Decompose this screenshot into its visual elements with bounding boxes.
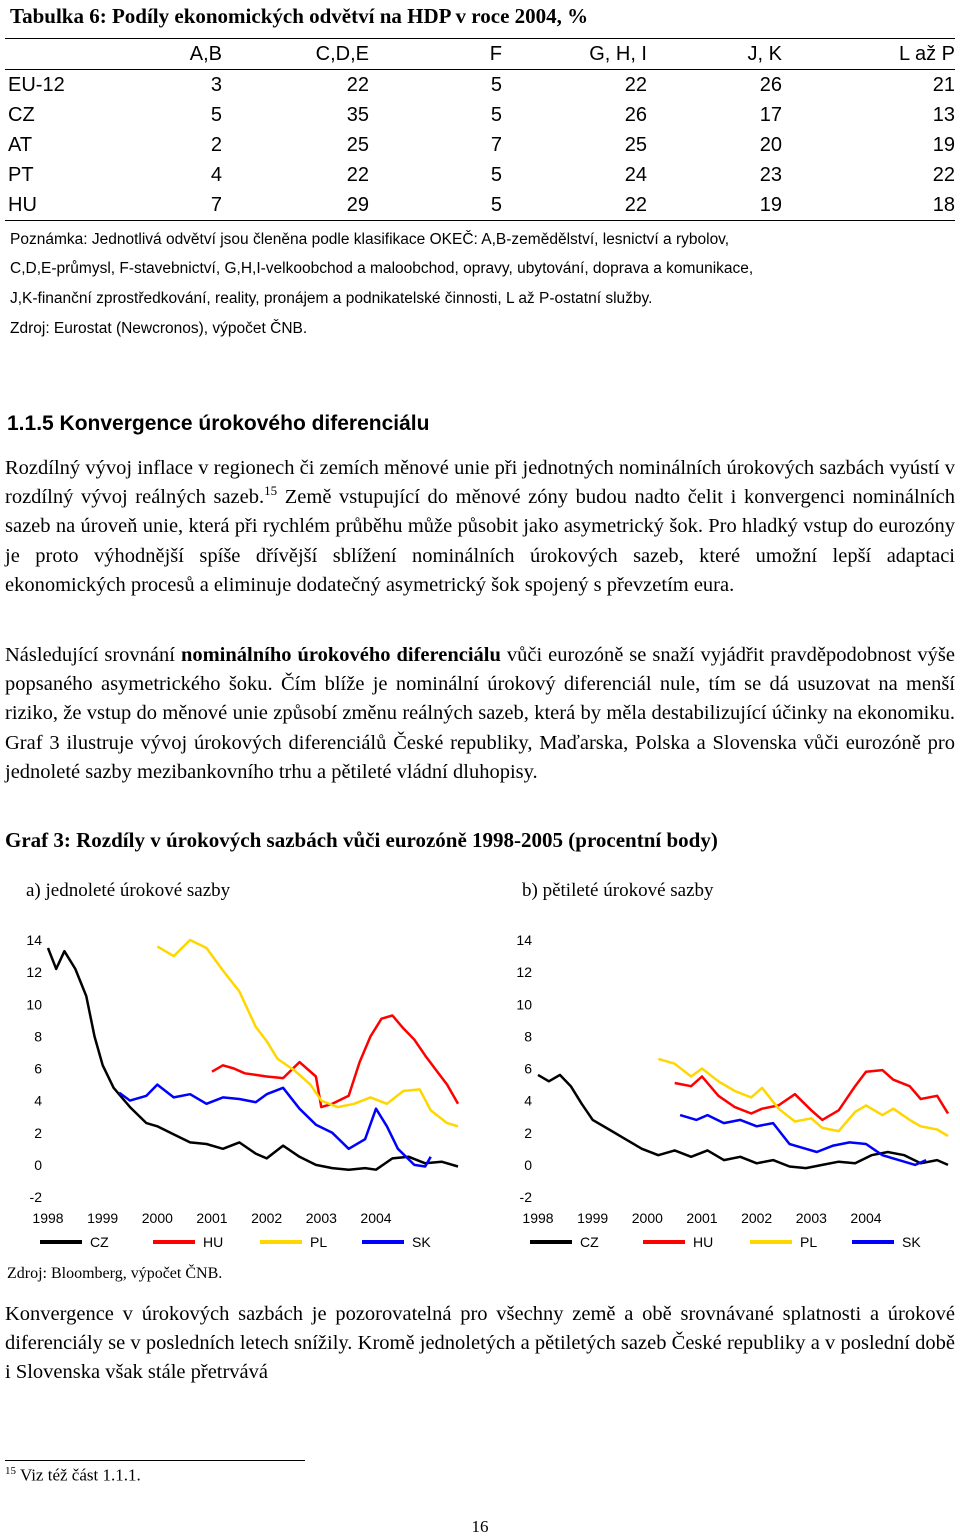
table-cell: 2 bbox=[210, 133, 222, 156]
y-tick-label: 10 bbox=[26, 996, 42, 1013]
gdp-sector-table bbox=[5, 38, 955, 221]
y-tick-label: -2 bbox=[519, 1189, 532, 1205]
series-line-cz bbox=[48, 948, 458, 1170]
y-tick-label: 6 bbox=[34, 1060, 42, 1077]
legend-label-pl: PL bbox=[800, 1234, 818, 1250]
table-cell: 19 bbox=[759, 193, 782, 216]
y-tick-label: 8 bbox=[524, 1028, 532, 1045]
paragraph-text: Následující srovnání bbox=[5, 644, 181, 666]
table-cell: 22 bbox=[624, 73, 647, 96]
table-cell: 4 bbox=[210, 163, 222, 186]
row-label: AT bbox=[8, 133, 33, 156]
paragraph-differential bbox=[5, 641, 955, 787]
y-tick-label: 12 bbox=[26, 964, 42, 981]
paragraph-inflation bbox=[5, 454, 955, 600]
x-tick-label: 2003 bbox=[305, 1210, 337, 1226]
y-tick-label: 10 bbox=[516, 996, 532, 1013]
footnote bbox=[5, 1465, 141, 1486]
chart-b-subtitle: b) pětileté úrokové sazby bbox=[522, 880, 714, 901]
paragraph-closing: Konvergence v úrokových sazbách je pozorovatelná pro všechny země a obě srovnávané splatnosti a úrokové diferenciály se v posledních letech snížily. Kromě jednoletých a pětiletých sazeb České republiky a v poslední době i Slovenska však stále přetrvává bbox=[5, 1303, 955, 1384]
x-tick-label: 2002 bbox=[251, 1210, 283, 1226]
x-tick-label: 2004 bbox=[360, 1210, 392, 1226]
y-tick-label: 4 bbox=[524, 1092, 532, 1109]
legend-label-hu: HU bbox=[203, 1234, 224, 1250]
table-cell: 5 bbox=[490, 73, 502, 96]
graph-title: Graf 3: Rozdíly v úrokových sazbách vůči eurozóně 1998-2005 (procentní body) bbox=[5, 828, 718, 852]
y-tick-label: 14 bbox=[516, 932, 532, 948]
footnote-divider bbox=[5, 1460, 305, 1461]
table-row bbox=[5, 100, 955, 130]
legend-label-hu: HU bbox=[693, 1234, 714, 1250]
table-row bbox=[5, 160, 955, 190]
table-cell: 29 bbox=[346, 193, 369, 216]
x-tick-label: 2001 bbox=[686, 1210, 718, 1226]
table-cell: 5 bbox=[490, 193, 502, 216]
y-tick-label: 6 bbox=[524, 1060, 532, 1077]
paragraph-text: Země vstupující do měnové zóny budou nadto čelit i konvergenci nominálních sazeb na úroveň unie, která při rychlém průběhu může působit jako asymetrický šok. Pro hladký vstup do eurozóny je proto výhodnější spíše dřívější sblížení nominálních úrokových sazeb, které umožní lepší adaptaci ekonomických procesů a eliminuje dodatečný asymetrický šok spojený s převzetím eura. bbox=[5, 486, 955, 596]
x-tick-label: 1998 bbox=[522, 1210, 554, 1226]
table-cell: 3 bbox=[210, 73, 222, 96]
series-line-pl bbox=[157, 940, 458, 1126]
series-line-hu bbox=[675, 1070, 948, 1120]
table-cell: 13 bbox=[932, 103, 955, 126]
table-cell: 25 bbox=[346, 133, 369, 156]
table-header-row bbox=[5, 39, 955, 70]
chart-source: Zdroj: Bloomberg, výpočet ČNB. bbox=[7, 1265, 223, 1282]
table-header-cell: L až P bbox=[899, 42, 955, 65]
table-cell: 22 bbox=[346, 163, 369, 186]
x-tick-label: 1999 bbox=[577, 1210, 609, 1226]
table-header-cell: A,B bbox=[189, 42, 222, 65]
y-tick-label: 4 bbox=[34, 1092, 42, 1109]
table-title: Tabulka 6: Podíly ekonomických odvětví na HDP v roce 2004, % bbox=[10, 4, 589, 28]
table-cell: 7 bbox=[490, 133, 502, 156]
table-cell: 17 bbox=[759, 103, 782, 126]
table-header-cell: G, H, I bbox=[589, 42, 647, 65]
row-label: PT bbox=[8, 163, 34, 186]
table-note-line: J,K-finanční zprostředkování, reality, pronájem a podnikatelské činnosti, L až P-ostatní služby. bbox=[10, 290, 653, 307]
table-cell: 35 bbox=[346, 103, 369, 126]
table-cell: 26 bbox=[759, 73, 782, 96]
footnote-number: 15 bbox=[5, 1465, 16, 1477]
legend-label-cz: CZ bbox=[580, 1234, 599, 1250]
y-tick-label: 14 bbox=[26, 932, 42, 948]
x-tick-label: 1999 bbox=[87, 1210, 119, 1226]
table-cell: 21 bbox=[932, 73, 955, 96]
table-note-line: Poznámka: Jednotlivá odvětví jsou členěna podle klasifikace OKEČ: A,B-zemědělství, lesnictví a rybolov, bbox=[10, 231, 730, 248]
table-header-cell: J, K bbox=[747, 42, 782, 65]
row-label: HU bbox=[8, 193, 37, 216]
table-cell: 23 bbox=[759, 163, 782, 186]
paragraph-emphasis: nominálního úrokového diferenciálu bbox=[180, 644, 501, 666]
row-label: CZ bbox=[8, 103, 35, 126]
paragraph-text: vůči eurozóně se snaží vyjádřit pravděpodobnost výše popsaného asymetrického šoku. Čím blíže je nominální úrokový diferenciál nule, tím se dá usuzovat na menší riziko, že vstup do měnové unie způsobí změnu reálných sazeb, která by měla destabilizující účinky na ekonomiku. Graf 3 ilustruje vývoj úrokových diferenciálů České republiky, Maďarska, Polska a Slovenska vůči eurozóně pro jednoleté sazby mezibankovního trhu a pětileté vládní dluhopisy. bbox=[5, 644, 955, 783]
footnote-reference[interactable]: 15 bbox=[264, 483, 278, 499]
table-cell: 22 bbox=[932, 163, 955, 186]
footnote-text: Viz též část 1.1.1. bbox=[19, 1465, 141, 1485]
page-number: 16 bbox=[471, 1517, 489, 1536]
chart-a-subtitle: a) jednoleté úrokové sazby bbox=[26, 880, 231, 901]
legend-label-sk: SK bbox=[902, 1234, 921, 1250]
y-tick-label: 0 bbox=[524, 1156, 532, 1173]
chart-a-one-year-rates bbox=[0, 920, 470, 1255]
y-tick-label: 2 bbox=[524, 1124, 532, 1141]
table-cell: 18 bbox=[932, 193, 955, 216]
table-row bbox=[5, 130, 955, 160]
section-heading: 1.1.5 Konvergence úrokového diferenciálu bbox=[7, 412, 430, 435]
table-cell: 5 bbox=[490, 163, 502, 186]
table-cell: 25 bbox=[624, 133, 647, 156]
table-cell: 7 bbox=[210, 193, 222, 216]
series-line-pl bbox=[658, 1059, 948, 1136]
table-row bbox=[5, 70, 955, 101]
table-header-cell bbox=[5, 39, 105, 70]
x-tick-label: 2002 bbox=[741, 1210, 773, 1226]
row-label: EU-12 bbox=[8, 73, 65, 96]
x-tick-label: 2001 bbox=[196, 1210, 228, 1226]
legend-label-cz: CZ bbox=[90, 1234, 109, 1250]
legend-label-pl: PL bbox=[310, 1234, 328, 1250]
x-tick-label: 1998 bbox=[32, 1210, 64, 1226]
y-tick-label: -2 bbox=[29, 1189, 42, 1205]
x-tick-label: 2003 bbox=[795, 1210, 827, 1226]
y-tick-label: 8 bbox=[34, 1028, 42, 1045]
table-note-line: C,D,E-průmysl, F-stavebnictví, G,H,I-velkoobchod a maloobchod, opravy, ubytování, doprava a komunikace, bbox=[10, 260, 754, 277]
y-tick-label: 2 bbox=[34, 1124, 42, 1141]
series-line-sk bbox=[119, 1085, 431, 1167]
x-tick-label: 2000 bbox=[631, 1210, 663, 1226]
table-row bbox=[5, 190, 955, 221]
table-cell: 20 bbox=[759, 133, 782, 156]
table-cell: 24 bbox=[624, 163, 647, 186]
chart-b-five-year-rates bbox=[490, 920, 960, 1255]
paragraph-text: Rozdílný vývoj inflace v regionech či zemích měnové unie při jednotných nominálních úrokových sazbách vyústí v rozdílný vývoj reálných sazeb. bbox=[5, 457, 955, 509]
table-cell: 5 bbox=[490, 103, 502, 126]
table-cell: 19 bbox=[932, 133, 955, 156]
table-cell: 5 bbox=[210, 103, 222, 126]
x-tick-label: 2000 bbox=[141, 1210, 173, 1226]
table-cell: 26 bbox=[624, 103, 647, 126]
table-cell: 22 bbox=[624, 193, 647, 216]
y-tick-label: 12 bbox=[516, 964, 532, 981]
table-source: Zdroj: Eurostat (Newcronos), výpočet ČNB. bbox=[10, 320, 308, 337]
table-header-cell: C,D,E bbox=[315, 42, 369, 65]
table-header-cell: F bbox=[489, 42, 502, 65]
legend-label-sk: SK bbox=[412, 1234, 431, 1250]
x-tick-label: 2004 bbox=[850, 1210, 882, 1226]
table-cell: 22 bbox=[346, 73, 369, 96]
y-tick-label: 0 bbox=[34, 1156, 42, 1173]
